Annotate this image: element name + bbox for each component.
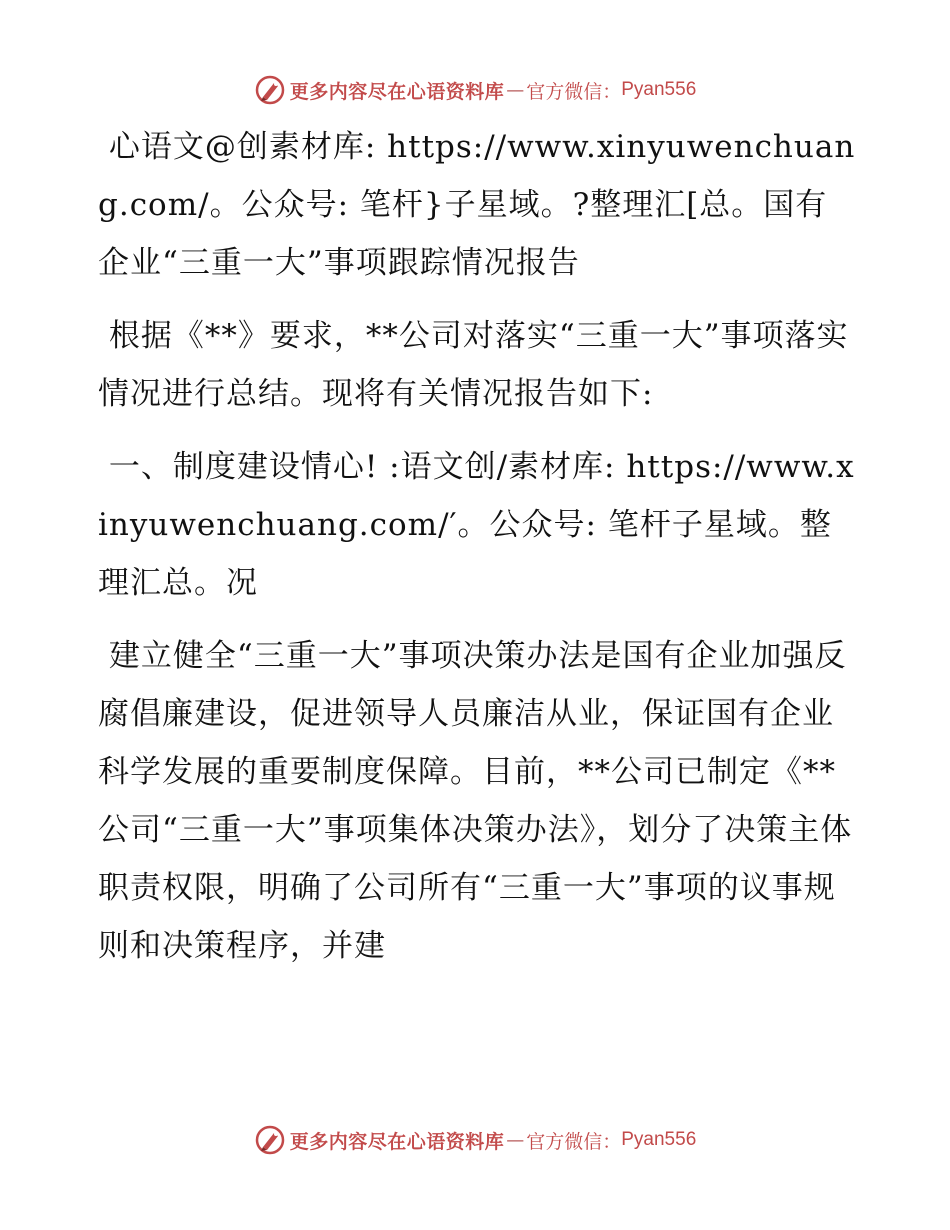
footer-separator: — xyxy=(506,1129,525,1151)
footer-banner xyxy=(0,1120,950,1160)
paragraph-section-body: 建立健全“三重一大”事项决策办法是国有企业加强反腐倡廉建设，促进领导人员廉洁从业，保证国有企业科学发展的重要制度保障。目前，**公司已制定《**公司“三重一大”事项集体决策办法》，划分了决策主体职责权限，明确了公司所有“三重一大”事项的议事规则和决策程序，并建 xyxy=(98,638,853,964)
header-separator: — xyxy=(506,79,525,101)
footer-brand-text: 更多内容尽在心语资料库 xyxy=(289,1130,505,1153)
paragraph-intro: 根据《**》要求，**公司对落实“三重一大”事项落实情况进行总结。现将有关情况报告如下: xyxy=(98,318,849,412)
header-wechat-id: Pyan556 xyxy=(621,79,697,100)
footer-wechat-id: Pyan556 xyxy=(621,1129,697,1150)
document-body xyxy=(98,118,858,990)
paragraph-title: 心语文@创素材库: https://www.xinyuwenchuang.com/。公众号: 笔杆}子星域。?整理汇[总。国有企业“三重一大”事项跟踪情况报告 xyxy=(98,129,856,281)
header-banner xyxy=(0,70,950,110)
pen-logo-icon xyxy=(254,1124,286,1156)
footer-wechat-label: 官方微信： xyxy=(526,1130,622,1153)
header-brand-text: 更多内容尽在心语资料库 xyxy=(289,80,505,103)
paragraph-section-heading: 一、制度建设情心! :语文创/素材库: https://www.xinyuwenchuang.com/′。公众号: 笔杆子星域。整理汇总。况 xyxy=(98,449,855,601)
pen-logo-icon xyxy=(254,74,286,106)
header-wechat-label: 官方微信： xyxy=(526,80,622,103)
